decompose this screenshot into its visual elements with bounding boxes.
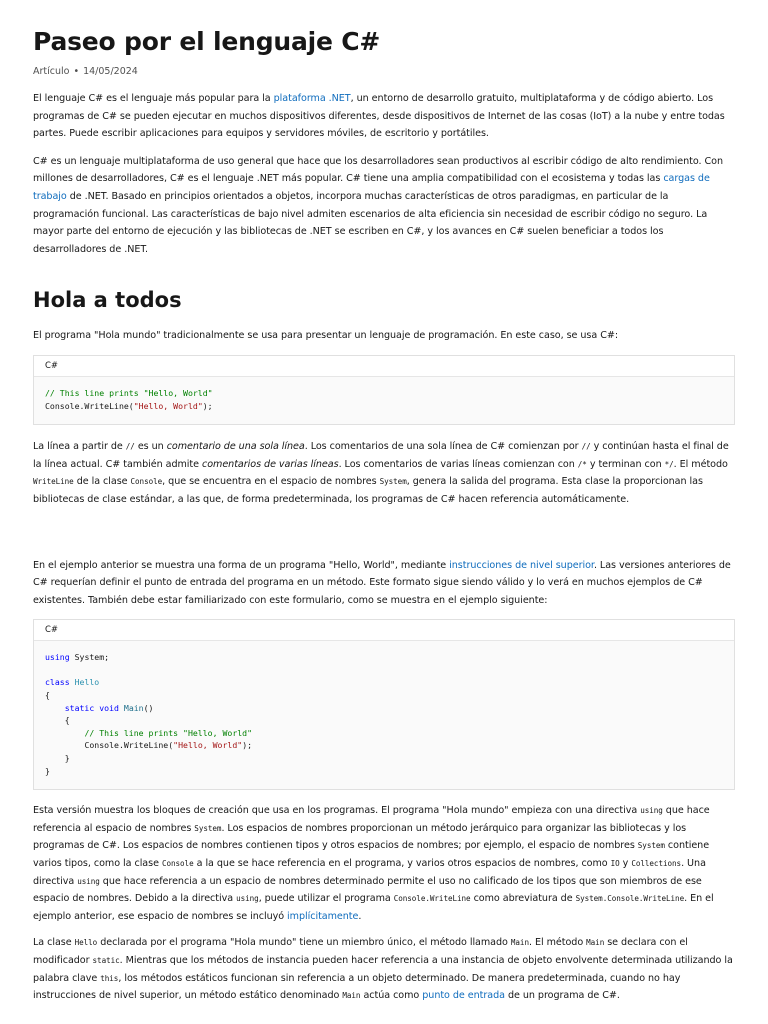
text: . Los espacios de nombres proporcionan un método jerárquico para organizar las bibliotecas y los programas de C#. Los espacios de nombres contienen tipos y otros espacios de nombres; por ejemplo, el espacio de nombres xyxy=(33,822,687,852)
code-type: Hello xyxy=(74,677,100,688)
intro-paragraph-2 xyxy=(33,153,735,259)
text: . Las versiones anteriores de C# requerían definir el punto de entrada del programa en un método. Este formato sigue siendo válido y lo verá en muchos ejemplos de C# existentes. También debe estar familiarizado con este formulario, como se muestra en el ejemplo siguiente: xyxy=(33,559,731,606)
text: , genera la salida del programa. Esta clase la proporcionan las bibliotecas de clase estándar, a las que, de forma predeterminada, los programas de C# hacen referencia automáticamente. xyxy=(33,476,703,505)
code-text: } xyxy=(45,765,50,776)
inline-code: // xyxy=(125,442,135,452)
link-top-level-statements[interactable]: instrucciones de nivel superior xyxy=(449,559,594,571)
namespaces-paragraph xyxy=(33,802,735,925)
code-keyword: void xyxy=(99,702,119,713)
text: . En el ejemplo anterior, ese espacio de nombres se incluyó xyxy=(33,893,714,922)
code-text: System; xyxy=(69,652,110,663)
text: como abreviatura de xyxy=(470,893,576,905)
code-string: "Hello, World" xyxy=(173,740,243,751)
code-method: Main xyxy=(123,702,144,713)
text: de .NET. Basado en principios orientados a objetos, incorpora muchas características de otros paradigmas, en particular de la programación funcional. Las características de bajo nivel admiten escenarios de alta eficiencia sin necesidad de escribir código no seguro. La mayor parte del entorno de ejecución y las bibliotecas de .NET se escriben en C#, y los avances en C# suelen beneficiar a todos los desarrolladores de .NET. xyxy=(33,190,708,255)
inline-code: Hello xyxy=(74,938,98,948)
inline-code: /* xyxy=(577,459,587,469)
inline-code: Console xyxy=(130,477,163,487)
text: La clase xyxy=(33,937,75,949)
code-text: () xyxy=(143,702,154,713)
text: La línea a partir de xyxy=(33,441,126,453)
code-text: { xyxy=(64,715,70,726)
inline-code: // xyxy=(581,442,591,452)
inline-code: System.Console.WriteLine xyxy=(575,894,685,904)
text: , un entorno de desarrollo gratuito, multiplataforma y de código abierto. Los programas de C# se pueden ejecutar en muchos dispositivos diferentes, desde dispositivos de Internet de las cosas (IoT) a la nube y entre todas partes. Puede escribir aplicaciones para equipos y servidores móviles, de escritorio y portátiles. xyxy=(33,93,725,140)
text: declarada por el programa "Hola mundo" tiene un miembro único, el método llamado xyxy=(97,937,511,949)
inline-code: System xyxy=(379,477,407,487)
text: se declara con el modificador xyxy=(33,937,688,966)
text: , puede utilizar el programa xyxy=(258,893,394,905)
code-text: } xyxy=(64,753,70,764)
section-heading-hello: Hola a todos xyxy=(33,288,182,313)
text: que hace referencia al espacio de nombres xyxy=(33,805,710,834)
text: contiene varios tipos, como la clase xyxy=(33,840,710,869)
text: En el ejemplo anterior se muestra una forma de un programa "Hello, World", mediante xyxy=(33,559,450,571)
code-language-label: C# xyxy=(34,620,734,641)
code-keyword: using xyxy=(45,652,70,663)
text: , los métodos estáticos funcionan sin referencia a un objeto determinado. De manera predeterminada, cuando no hay instrucciones de nivel superior, un método estático denominado xyxy=(33,972,681,1002)
text: El lenguaje C# es el lenguaje más popular para la xyxy=(33,93,274,104)
intro-paragraph-1 xyxy=(33,90,735,143)
emphasis: comentario de una sola línea xyxy=(166,441,305,453)
inline-code: Console xyxy=(161,859,194,868)
inline-code: */ xyxy=(664,459,674,469)
text: . Una directiva xyxy=(33,858,706,887)
text: . El método xyxy=(673,458,728,470)
hello-intro-paragraph: El programa "Hola mundo" tradicionalmente se usa para presentar un lenguaje de programación. En este caso, se usa C#: xyxy=(33,330,619,342)
text: que hace referencia a un espacio de nombres determinado permite el uso no calificado de los tipos que son miembros de ese espacio de nombres. Debido a la directiva xyxy=(33,875,702,905)
code-comment: // This line prints "Hello, World" xyxy=(45,387,213,398)
comments-paragraph xyxy=(33,438,735,508)
code-comment: // This line prints "Hello, World" xyxy=(84,727,253,738)
text: y xyxy=(619,858,632,869)
main-method-paragraph xyxy=(33,934,735,1004)
code-keyword: class xyxy=(45,677,70,688)
code-text: Console.WriteLine( xyxy=(84,740,174,751)
code-content[interactable] xyxy=(34,377,734,424)
article-type: Artículo xyxy=(33,66,70,77)
code-block-2 xyxy=(33,619,735,790)
inline-code: static xyxy=(92,955,120,965)
code-string: "Hello, World" xyxy=(133,400,203,411)
inline-code: WriteLine xyxy=(33,477,74,487)
code-text: ); xyxy=(202,400,213,411)
text: . Mientras que los métodos de instancia pueden hacer referencia a una instancia de objeto envolvente determinada utilizando la palabra clave xyxy=(33,954,733,984)
text: actúa como xyxy=(360,990,423,1002)
inline-code: using xyxy=(77,876,100,886)
text: , que se encuentra en el espacio de nombres xyxy=(162,476,380,488)
inline-code: using xyxy=(640,806,663,816)
article-date: 14/05/2024 xyxy=(83,66,138,77)
text: . El método xyxy=(528,937,587,949)
meta-separator: • xyxy=(73,66,80,77)
text: Esta versión muestra los bloques de creación que usa en los programas. El programa "Hola mundo" empieza con una directiva xyxy=(33,805,641,817)
inline-code: Console.WriteLine xyxy=(393,894,471,904)
inline-code: Main xyxy=(342,991,361,1001)
inline-code: IO xyxy=(610,859,620,868)
inline-code: Main xyxy=(510,938,529,948)
text: de la clase xyxy=(73,476,131,488)
text: de un programa de C#. xyxy=(504,990,620,1002)
text: . xyxy=(358,910,362,922)
text: . Los comentarios de una sola línea de C# comienzan por xyxy=(304,441,582,453)
text: C# es un lenguaje multiplataforma de uso general que hace que los desarrolladores sean productivos al escribir código de alto rendimiento. Con millones de desarrolladores, C# es el lenguaje .NET más popular. C# tiene una amplia compatibilidad con el ecosistema y todas las xyxy=(33,155,723,185)
text: y terminan con xyxy=(586,458,665,470)
article-meta xyxy=(33,66,735,78)
inline-code: using xyxy=(236,894,259,904)
link-workloads[interactable]: cargas de trabajo xyxy=(33,173,710,202)
emphasis: comentarios de varias líneas xyxy=(201,458,339,470)
code-keyword: static xyxy=(64,702,95,713)
inline-code: System xyxy=(637,841,665,851)
page-title: Paseo por el lenguaje C# xyxy=(33,27,381,56)
text: es un xyxy=(134,441,167,453)
link-entry-point[interactable]: punto de entrada xyxy=(422,990,505,1002)
link-dotnet-platform[interactable]: plataforma .NET xyxy=(273,93,351,104)
text: y continúan hasta el final de la línea actual. C# también admite xyxy=(33,441,729,470)
code-text: Console.WriteLine( xyxy=(45,400,134,411)
link-implicitly[interactable]: implícitamente xyxy=(287,910,359,922)
text: a la que se hace referencia en el programa, y varios otros espacios de nombres, como xyxy=(193,858,611,869)
top-level-statements-paragraph xyxy=(33,557,735,610)
code-content[interactable] xyxy=(34,641,734,789)
inline-code: Collections xyxy=(631,859,682,868)
inline-code: this xyxy=(100,973,119,983)
code-language-label: C# xyxy=(34,356,734,377)
code-text: { xyxy=(45,690,50,701)
text: . Los comentarios de varias líneas comienzan con xyxy=(338,458,578,470)
code-text: ); xyxy=(242,740,253,751)
inline-code: System xyxy=(194,823,222,833)
code-block-1 xyxy=(33,355,735,425)
inline-code: Main xyxy=(586,938,605,948)
